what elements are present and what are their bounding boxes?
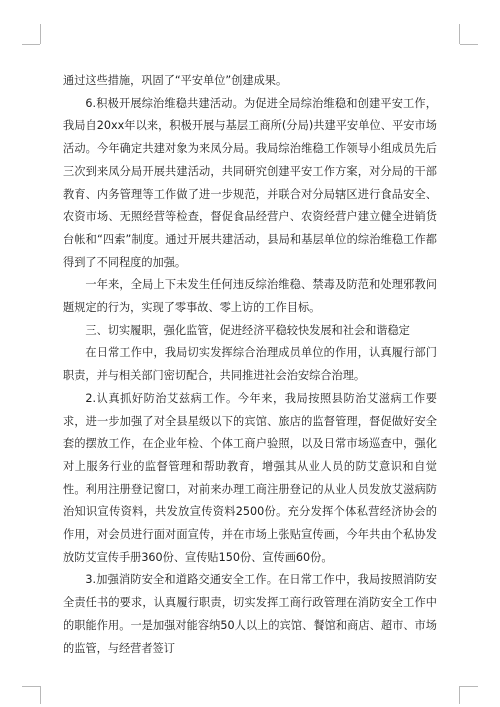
paragraph-daily-work: 在日常工作中，我局切实发挥综合治理成员单位的作用，认真履行部门职责，并与相关部门密切配合，共同推进社会治安综合治理。 [63, 346, 437, 383]
paragraph-item-6: 6.积极开展综治维稳共建活动。为促进全局综治维稳和创建平安工作，我局自20xx年以来，积极开展与基层工商所(分局)共建平安单位、平安市场活动。今年确定共建对象为来凤分局。我局综治维稳工作领导小组成员先后三次到来凤分局开展共建活动，共同研究创建平安工作方案，对分局的干部教育、内务管理等工作做了进一步规范，并联合对分局辖区进行食品安全、农资市场、无照经营等检查，督促食品经营户、农资经营户建立健全进销货台帐和“四索”制度。通过开展共建活动，县局和基层单位的综治维稳工作都得到了不同程度的加强。 [63, 96, 437, 269]
section-heading-3: 三、切实履职，强化监管，促进经济平稳较快发展和社会和谐稳定 [85, 323, 410, 337]
crop-mark-top-left-v [40, 24, 41, 44]
crop-mark-top-left-h [22, 44, 40, 45]
document-body [63, 70, 437, 660]
crop-mark-bottom-left-h [22, 686, 40, 687]
paragraph-item-3: 3.加强消防安全和道路交通安全工作。在日常工作中，我局按照消防安全责任书的要求，认真履行职责，切实发挥工商行政管理在消防安全工作中的职能作用。一是加强对能容纳50人以上的宾馆、餐馆和商店、超市、市场的监管，与经营者签订 [63, 573, 437, 655]
crop-mark-bottom-right-h [460, 686, 478, 687]
paragraph-continuation: 通过这些措施，巩固了“平安单位”创建成果。 [63, 74, 288, 87]
paragraph-year-summary: 一年来，全局上下未发生任何违反综治维稳、禁毒及防范和处理邪教问题规定的行为，实现了零事故、零上访的工作目标。 [63, 278, 437, 315]
crop-mark-top-right-v [459, 24, 460, 44]
paragraph-item-2: 2.认真抓好防治艾兹病工作。今年来，我局按照县防治艾滋病工作要求，进一步加强了对全县星级以下的宾馆、旅店的监督管理，督促做好安全套的摆放工作，在企业年检、个体工商户验照，以及日常市场巡查中，强化对上服务行业的监督管理和帮助教育，增强其从业人员的防艾意识和自觉性。利用注册登记窗口，对前来办理工商注册登记的从业人员发放艾滋病防治知识宣传资料，共发放宣传资料2500份。充分发挥个体私营经济协会的作用，对会员进行面对面宣传，并在市场上张贴宣传画，今年共由个私协发放防艾宣传手册360份、宣传贴150份、宣传画60份。 [63, 391, 437, 564]
crop-mark-bottom-left-v [40, 686, 41, 704]
crop-mark-bottom-right-v [459, 686, 460, 704]
crop-mark-top-right-h [460, 44, 478, 45]
